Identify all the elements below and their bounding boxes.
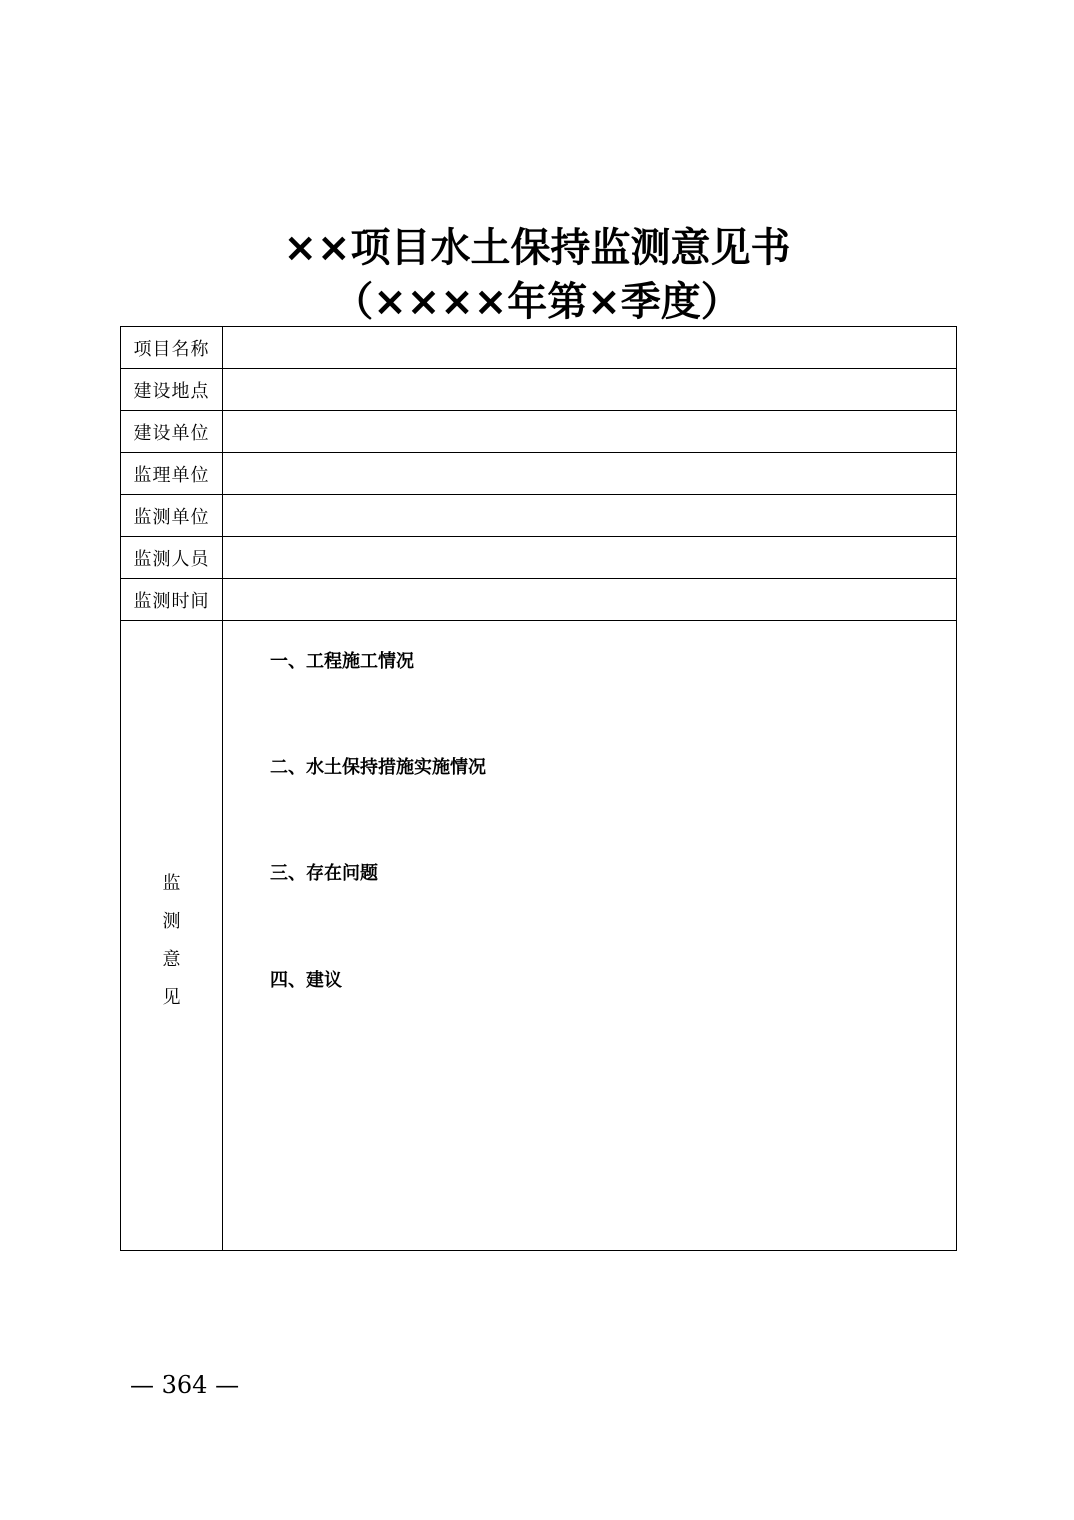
form-row-monitoring-staff [121, 537, 957, 579]
page-number: — 364 — [130, 1371, 240, 1399]
row-label: 监理单位 [121, 453, 223, 495]
row-label: 监测单位 [121, 495, 223, 537]
document-subtitle: （××××年第×季度） [333, 279, 741, 325]
opinion-label-cell [121, 621, 223, 1251]
row-label: 建设地点 [121, 369, 223, 411]
form-row-monitoring-opinion [121, 621, 957, 1251]
section-heading-measures: 二、水土保持措施实施情况 [270, 757, 486, 778]
monitoring-unit-field[interactable] [223, 495, 957, 537]
form-row-supervision-unit [121, 453, 957, 495]
row-label: 建设单位 [121, 411, 223, 453]
form-row-project-name [121, 327, 957, 369]
construction-site-field[interactable] [223, 369, 957, 411]
supervision-unit-field[interactable] [223, 453, 957, 495]
row-label: 监测人员 [121, 537, 223, 579]
section-heading-construction: 一、工程施工情况 [270, 651, 414, 672]
row-label: 监测时间 [121, 579, 223, 621]
form-row-monitoring-unit [121, 495, 957, 537]
form-row-construction-unit [121, 411, 957, 453]
section-heading-suggestions: 四、建议 [270, 970, 342, 991]
opinion-content-area[interactable] [223, 621, 957, 1251]
construction-unit-field[interactable] [223, 411, 957, 453]
monitoring-staff-field[interactable] [223, 537, 957, 579]
monitoring-time-field[interactable] [223, 579, 957, 621]
section-heading-problems: 三、存在问题 [270, 863, 378, 884]
form-row-monitoring-time [121, 579, 957, 621]
document-title: ××项目水土保持监测意见书 [283, 225, 791, 271]
form-row-construction-site [121, 369, 957, 411]
monitoring-opinion-form [120, 326, 957, 1251]
project-name-field[interactable] [223, 327, 957, 369]
opinion-label: 监测意见 [162, 872, 181, 1008]
row-label: 项目名称 [121, 327, 223, 369]
